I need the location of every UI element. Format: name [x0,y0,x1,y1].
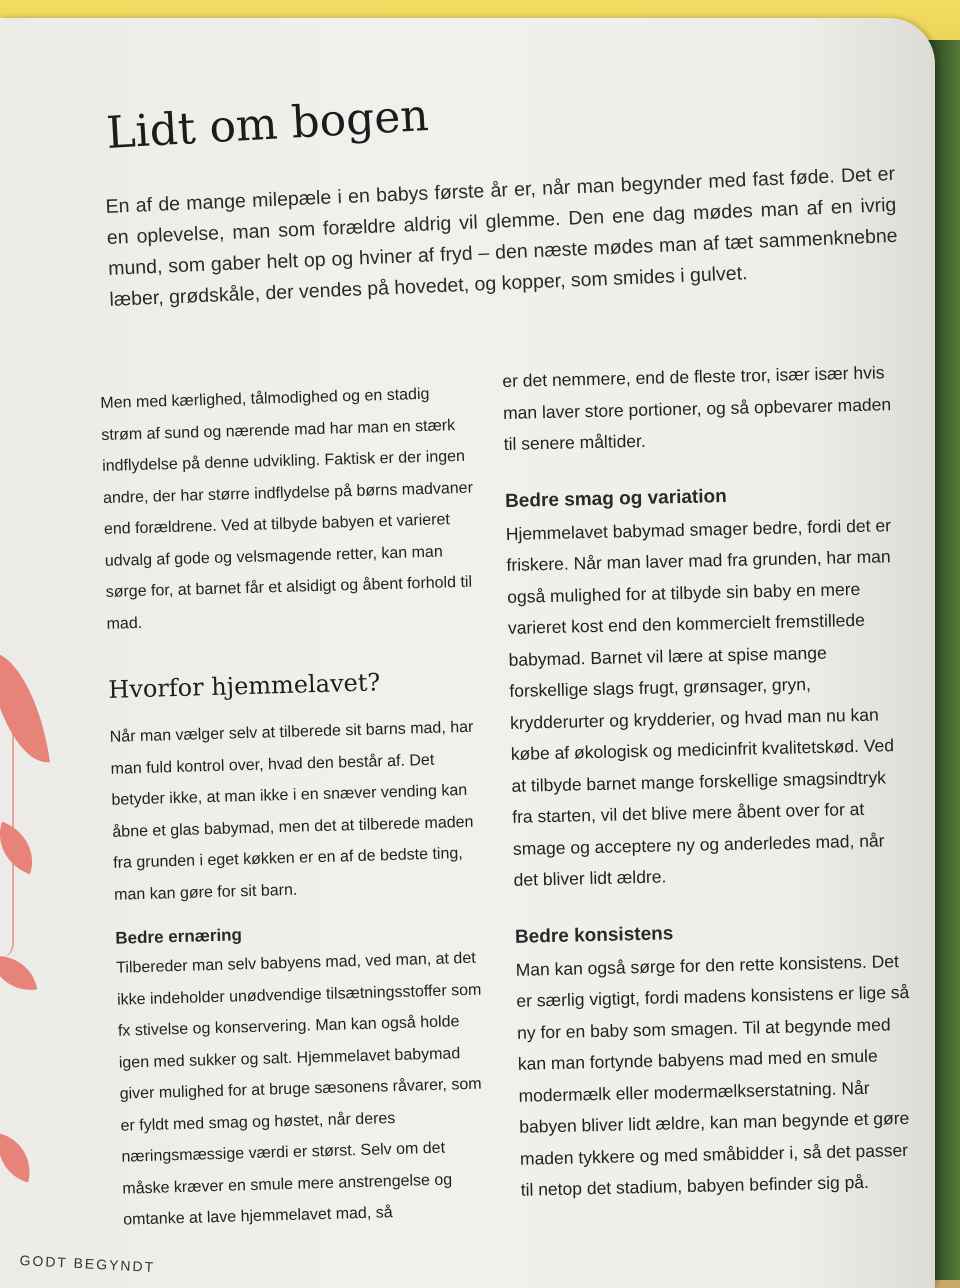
right-paragraph-3: Man kan også sørge for den rette konsistens. Det er særlig vigtigt, fordi madens konsistens er lige så ny for en baby som smagen. Til at begynde med kan man fortynde babyens mad med en smule modermælk eller modermælkserstatning. Når babyen bliver lidt ældre, kan man begynde et gøre maden tykkere og med småbidder i, så det passer til netop det stadium, babyen befinder sig på. [515,950,910,1200]
subheading-taste-variation: Bedre smag og variation [504,485,727,512]
page-title: Lidt om bogen [105,89,430,159]
intro-paragraph: En af de mange milepæle i en babys første år er, når man begynder med fast føde. Det er en oplevelse, man som forældre aldrig vil glemme. Den ene dag mødes man af en ivrig mund, som gaber helt op og hviner af fryd – den næste mødes man af tæt sammenknebne læber, grødskåle, der vendes på hovedet, og kopper, som smides i gulvet. [105,162,898,311]
right-paragraph-1: er det nemmere, end de fleste tror, især især hvis man laver store portioner, og så opbevarer maden til senere måltider. [502,362,892,454]
left-paragraph-2: Når man vælger selv at tilberede sit barns mad, har man fuld kontrol over, hvad den består af. Det betyder ikke, at man ikke i en snæver vending kan åbne et glas babymad, men det at tilberede maden fra grunden i eget køkken er en af de bedste ting, man kan gøre for sit barn. [109,718,474,904]
page-footer: GODT BEGYNDT [19,1252,156,1276]
right-paragraph-2: Hjemmelavet babymad smager bedre, fordi det er friskere. Når man laver mad fra grunden, har man også mulighed for at tilbyde sin baby en mere varieret kost end den kommercielt fremstillede babymad. Barnet vil lære at spise mange forskellige slags frugt, grønsager, gryn, krydderurter og krydderier, og hvad man nu kan købe af økologisk og medicinfrit kvalitetskød. Ved at tilbyde barnet mange forskellige smagsindtryk fra starten, vil det blive mere åbent over for at smage og acceptere ny og anderledes mad, når det bliver lidt ældre. [505,514,895,890]
section-heading-why-homemade: Hvorfor hjemmelavet? [108,668,381,704]
subheading-better-nutrition: Bedre ernæring [115,925,243,948]
subheading-consistency: Bedre konsistens [514,922,674,948]
left-paragraph-1: Men med kærlighed, tålmodighed og en stadig strøm af sund og nærende mad har man en stærk indflydelse på denne udvikling. Faktisk er der ingen andre, der har større indflydelse på børns madvaner end forældrene. Ved at tilbyde babyen et varieret udvalg af gode og velsmagende retter, kan man sørge for, at barnet får et alsidigt og åbent forhold til mad. [100,385,474,633]
left-column [100,378,494,1237]
left-paragraph-3: Tilbereder man selv babyens mad, ved man, at det ikke indeholder unødvendige tilsætningsstoffer som fx stivelse og konservering. Man kan også holde igen med sukker og salt. Hjemmelavet babymad giver mulighed for at bruge sæsonens råvarer, som er fyldt med smag og høstet, når deres næringsmæssige værdi er størst. Selv om det måske kræver en smule mere anstrengelse og omtanke at lave hjemmelavet mad, så [115,949,482,1229]
right-column [502,357,919,1206]
